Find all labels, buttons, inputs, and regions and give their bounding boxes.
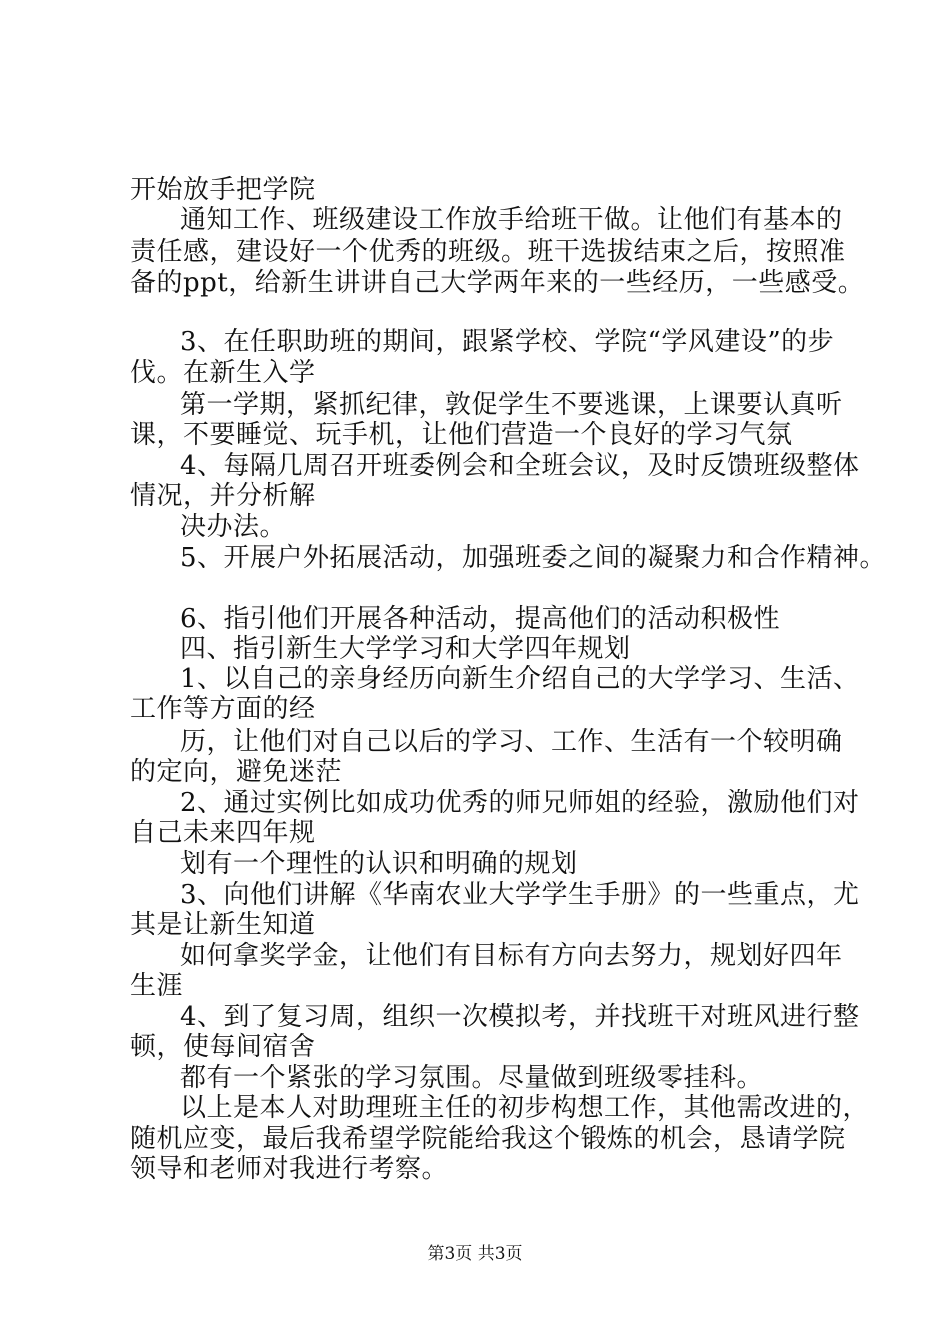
- text-line: 领导和老师对我进行考察。: [130, 1154, 449, 1184]
- text-line: 随机应变，最后我希望学院能给我这个锻炼的机会，恳请学院: [130, 1124, 846, 1154]
- text-line: 如何拿奖学金，让他们有目标有方向去努力，规划好四年: [180, 941, 843, 971]
- text-line: 课，不要睡觉、玩手机，让他们营造一个良好的学习气氛: [130, 420, 793, 450]
- section-heading: 四、指引新生大学学习和大学四年规划: [180, 634, 631, 664]
- text-line: 责任感，建设好一个优秀的班级。班干选拔结束之后，按照准: [130, 237, 846, 267]
- text-line: 4、到了复习周，组织一次模拟考，并找班干对班风进行整: [180, 1002, 860, 1032]
- text-line: 生涯: [130, 971, 184, 1001]
- text-line: 备的ppt，给新生讲讲自己大学两年来的一些经历，一些感受。: [130, 268, 865, 298]
- text-line: 2、通过实例比如成功优秀的师兄师姐的经验，激励他们对: [180, 788, 860, 818]
- text-line: 决办法。: [180, 512, 287, 542]
- page-number-footer: 第3页 共3页: [427, 1244, 523, 1264]
- text-line: 伐。在新生入学: [130, 358, 316, 388]
- text-line: 顿，使每间宿舍: [130, 1032, 316, 1062]
- text-line: 3、在任职助班的期间，跟紧学校、学院“学风建设”的步: [180, 327, 835, 357]
- text-line: 6、指引他们开展各种活动，提高他们的活动积极性: [180, 604, 781, 634]
- text-line: 以上是本人对助理班主任的初步构想工作，其他需改进的，: [180, 1093, 870, 1123]
- text-line: 3、向他们讲解《华南农业大学学生手册》的一些重点，尤: [180, 880, 860, 910]
- text-line: 4、每隔几周召开班委例会和全班会议，及时反馈班级整体: [180, 451, 860, 481]
- text-line: 自己未来四年规: [130, 818, 316, 848]
- text-line: 都有一个紧张的学习氛围。尽量做到班级零挂科。: [180, 1063, 764, 1093]
- text-line: 其是让新生知道: [130, 910, 316, 940]
- text-line: 情况，并分析解: [130, 481, 316, 511]
- text-line: 的定向，避免迷茫: [130, 757, 343, 787]
- text-line: 1、以自己的亲身经历向新生介绍自己的大学学习、生活、: [180, 664, 860, 694]
- text-line: 划有一个理性的认识和明确的规划: [180, 849, 578, 879]
- text-line: 第一学期，紧抓纪律，敦促学生不要逃课，上课要认真听: [180, 390, 843, 420]
- text-line: 历，让他们对自己以后的学习、工作、生活有一个较明确: [180, 727, 843, 757]
- text-line: 通知工作、班级建设工作放手给班干做。让他们有基本的: [180, 205, 843, 235]
- text-line: 开始放手把学院: [130, 175, 316, 205]
- text-line: 5、开展户外拓展活动，加强班委之间的凝聚力和合作精神。: [180, 543, 887, 573]
- text-line: 工作等方面的经: [130, 694, 316, 724]
